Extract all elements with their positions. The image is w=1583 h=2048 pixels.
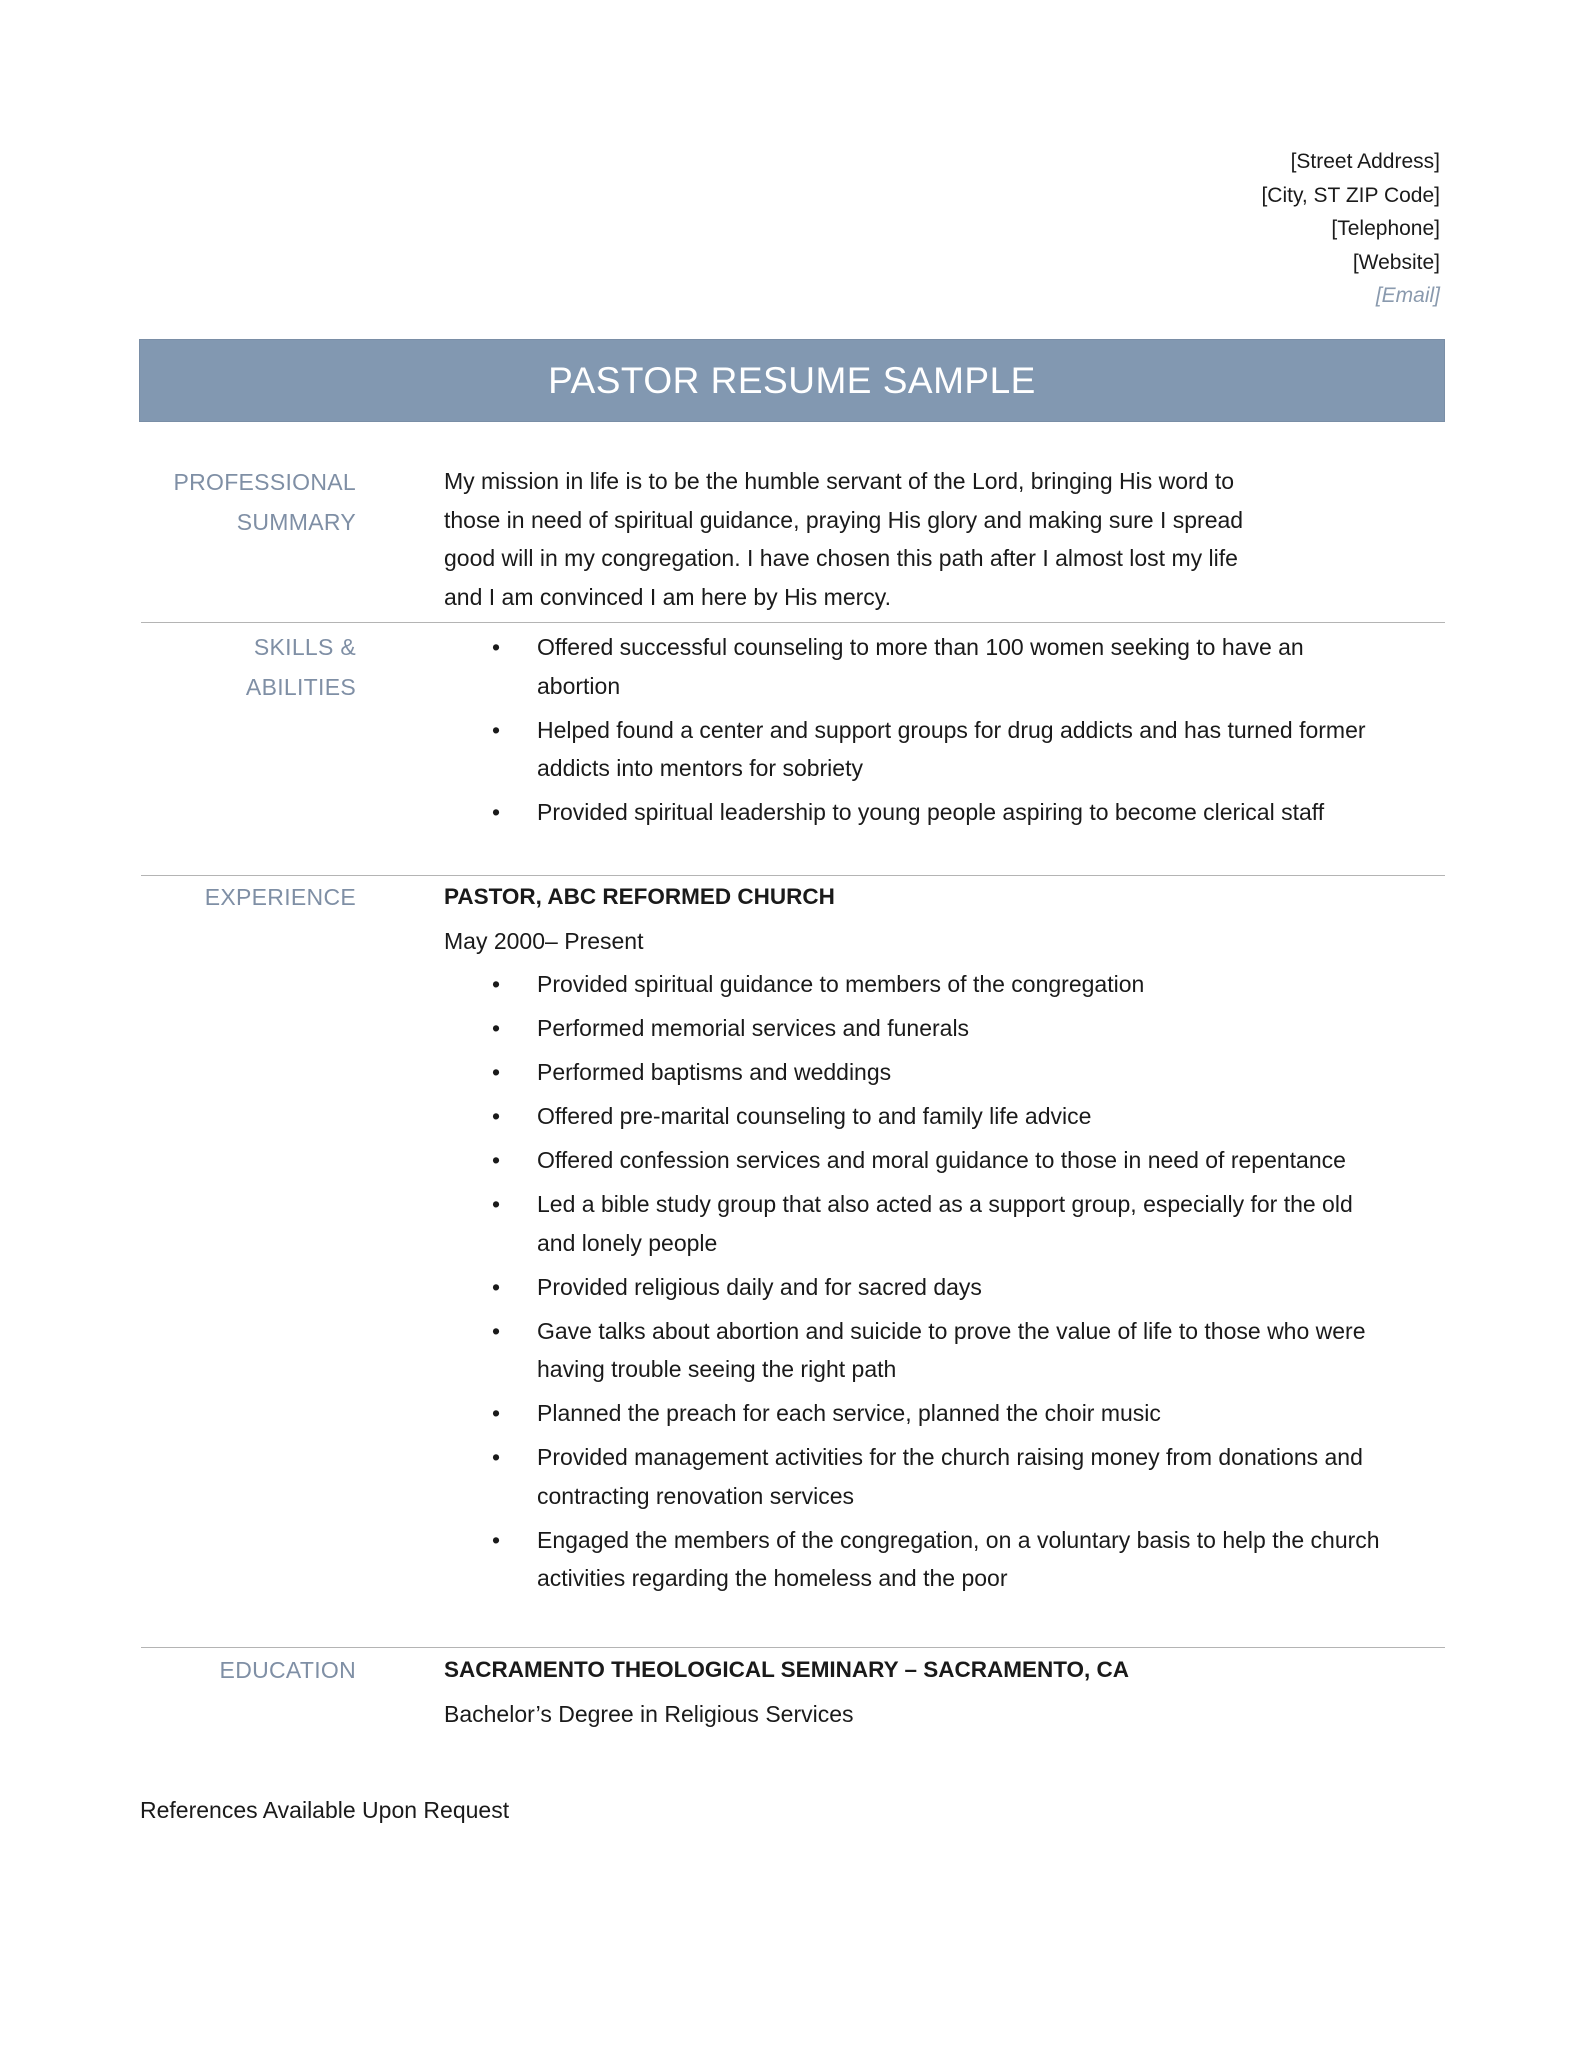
summary-label-line2: SUMMARY (236, 509, 356, 535)
telephone: [Telephone] (1331, 217, 1440, 240)
summary-section (141, 462, 1445, 623)
education-content (444, 1650, 1384, 1734)
bullet-icon: • (492, 1444, 501, 1470)
website: [Website] (1352, 250, 1440, 274)
bullet-icon: • (492, 1526, 501, 1553)
skills-section (141, 624, 1445, 876)
resume-title: PASTOR RESUME SAMPLE (548, 359, 1036, 401)
bullet-icon: • (492, 1273, 501, 1300)
list-item: • Led a bible study group that also acted as a support group, especially for the old and lonely people (444, 1185, 1384, 1262)
bullet-icon: • (492, 716, 501, 743)
education-section (141, 1650, 1445, 1750)
experience-list (444, 965, 1384, 1598)
skills-list (444, 628, 1374, 832)
bullet-icon: • (492, 634, 501, 660)
skills-label: SKILLS & ABILITIES (245, 634, 356, 700)
list-item: • Helped found a center and support groups for drug addicts and has turned former addicts into mentors for sobriety (444, 711, 1374, 788)
job-dates: May 2000– Present (444, 928, 644, 954)
list-item: • Provided spiritual guidance to members of the congregation (444, 965, 1384, 1004)
city-state-zip: [City, ST ZIP Code] (1261, 183, 1440, 207)
list-item: • Gave talks about abortion and suicide to prove the value of life to those who were having trouble seeing the right path (444, 1312, 1384, 1389)
list-item: • Performed baptisms and weddings (444, 1053, 1384, 1092)
street-address: [Street Address] (1290, 150, 1440, 173)
degree: Bachelor’s Degree in Religious Services (444, 1701, 854, 1727)
resume-title-bar (139, 339, 1445, 422)
summary-content (444, 462, 1244, 616)
bullet-icon: • (492, 799, 501, 825)
list-item: • Performed memorial services and funerals (444, 1009, 1384, 1048)
bullet-icon: • (492, 1191, 501, 1217)
bullet-icon: • (492, 1015, 501, 1041)
bullet-icon: • (492, 1147, 501, 1173)
bullet-icon: • (492, 1059, 501, 1085)
experience-label: EXPERIENCE (204, 884, 356, 910)
bullet-icon: • (492, 1317, 501, 1344)
experience-section (141, 877, 1445, 1648)
list-item: • Offered confession services and moral guidance to those in need of repentance (444, 1141, 1384, 1180)
job-title: PASTOR, ABC REFORMED CHURCH (444, 884, 835, 909)
email: [Email] (1375, 284, 1440, 307)
bullet-icon: • (492, 1400, 501, 1426)
bullet-icon: • (492, 1103, 501, 1129)
skills-content (444, 628, 1374, 837)
summary-label-line1: PROFESSIONAL (173, 469, 356, 495)
list-item: • Provided religious daily and for sacred days (444, 1268, 1384, 1307)
school-name: SACRAMENTO THEOLOGICAL SEMINARY – SACRAMENTO, CA (444, 1657, 1130, 1682)
summary-text: My mission in life is to be the humble servant of the Lord, bringing His word to those in need of spiritual guidance, praying His glory and making sure I spread good will in my congregation. I have chosen this path after I almost lost my life and I am convinced I am here by His mercy. (444, 468, 1244, 610)
summary-label (141, 462, 356, 542)
list-item: • Offered pre-marital counseling to and family life advice (444, 1097, 1384, 1136)
list-item: • Planned the preach for each service, planned the choir music (444, 1394, 1384, 1433)
references-note: References Available Upon Request (140, 1797, 510, 1823)
list-item: • Provided spiritual leadership to young people aspiring to become clerical staff (444, 793, 1374, 832)
education-label: EDUCATION (219, 1657, 356, 1683)
bullet-icon: • (492, 971, 501, 997)
experience-content (444, 877, 1384, 1603)
list-item: • Provided management activities for the church raising money from donations and contracting renovation services (444, 1438, 1384, 1515)
list-item: • Engaged the members of the congregation, on a voluntary basis to help the church activities regarding the homeless and the poor (444, 1521, 1384, 1598)
contact-block (1261, 145, 1440, 313)
list-item: • Offered successful counseling to more than 100 women seeking to have an abortion (444, 628, 1374, 705)
